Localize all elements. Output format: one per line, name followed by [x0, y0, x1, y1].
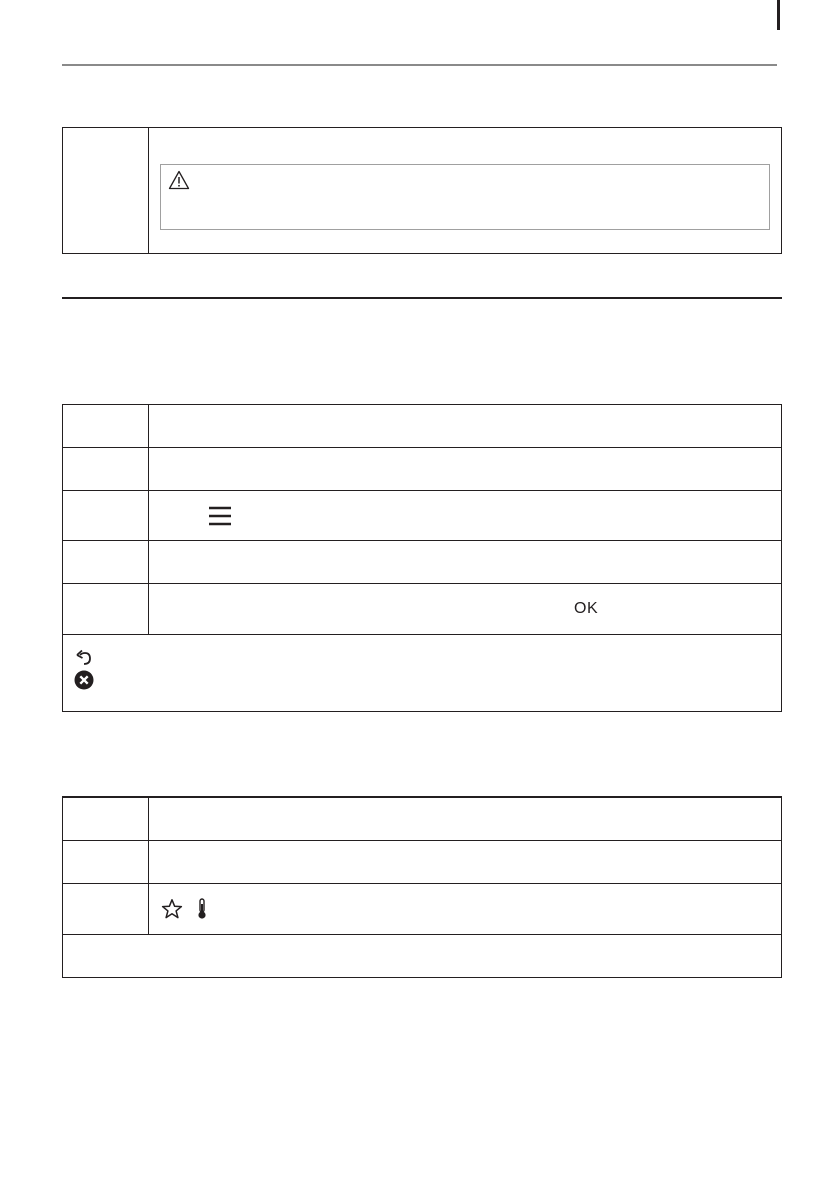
- step-text-cell: [149, 448, 782, 491]
- header-rule: [62, 64, 777, 66]
- step-number-cell: [63, 840, 149, 883]
- menu-icon: [208, 506, 232, 526]
- step-number-cell: [63, 584, 149, 635]
- navigation-steps-table: [62, 404, 782, 712]
- note-cell: [63, 635, 782, 712]
- back-arrow-icon: [74, 647, 94, 667]
- step-row: [63, 584, 782, 635]
- step-row: [63, 883, 782, 934]
- ok-icon: OK: [574, 600, 599, 617]
- step-row: [63, 840, 782, 883]
- step-row: [63, 405, 782, 448]
- step-row: [63, 541, 782, 584]
- step-text-cell: [149, 883, 782, 934]
- step-text-cell: [149, 405, 782, 448]
- step-number-cell: [63, 491, 149, 541]
- star-icon: [161, 898, 183, 920]
- warning-content-cell: [149, 128, 782, 254]
- note-row: [63, 934, 782, 977]
- step-number-cell: [63, 405, 149, 448]
- step-row: [63, 491, 782, 541]
- step-text-cell: [149, 797, 782, 840]
- warning-box: [160, 164, 770, 230]
- step-row: [63, 797, 782, 840]
- step-number-cell: [63, 883, 149, 934]
- note-row: [63, 635, 782, 712]
- step-number-cell: [63, 128, 149, 254]
- warning-step-table: [62, 127, 782, 254]
- favourites-steps-table: [62, 796, 782, 978]
- step-text-cell: [149, 840, 782, 883]
- step-text-cell: [149, 541, 782, 584]
- thermometer-icon: [196, 898, 208, 920]
- note-cell: [63, 934, 782, 977]
- step-number-cell: [63, 541, 149, 584]
- warning-step-row: [63, 128, 782, 254]
- step-row: [63, 448, 782, 491]
- step-number-cell: [63, 448, 149, 491]
- section-rule: [62, 297, 782, 299]
- step-number-cell: [63, 797, 149, 840]
- warning-triangle-icon: [168, 170, 190, 190]
- crop-mark: [777, 0, 780, 30]
- step-text-cell: [149, 491, 782, 541]
- cancel-circle-icon: [74, 670, 94, 690]
- step-text-cell: [149, 584, 782, 635]
